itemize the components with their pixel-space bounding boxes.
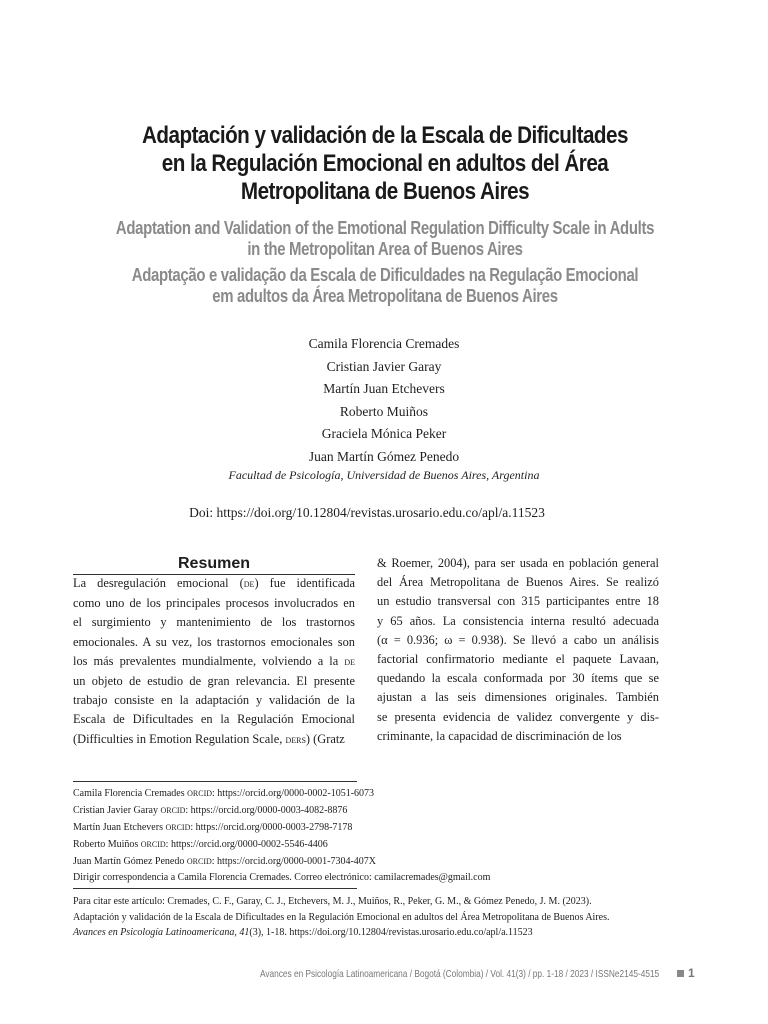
orcid-url[interactable]: : https://orcid.org/0000-0003-4082-8876 xyxy=(185,805,348,816)
citation-block xyxy=(73,894,693,941)
orcid-label: orcid xyxy=(160,804,186,816)
abstract-line: se presenta evidencia de validez convergente y dis- xyxy=(377,709,659,724)
abstract-column-right xyxy=(377,554,659,746)
citation-rule xyxy=(73,888,357,889)
orcid-footnotes xyxy=(73,785,693,886)
abstract-line: (Difficulties in Emotion Regulation Scale, ders) (Gratz xyxy=(73,731,345,746)
orcid-author: Juan Martín Gómez Penedo xyxy=(73,856,185,867)
citation-line xyxy=(73,925,693,941)
author-name: Juan Martín Gómez Penedo xyxy=(308,448,460,464)
orcid-label: orcid xyxy=(186,855,212,867)
abstract-line: un objeto de estudio de gran relevancia. El presente xyxy=(73,674,355,689)
orcid-entry xyxy=(73,802,693,819)
doi-link[interactable]: Doi: https://doi.org/10.12804/revistas.urosario.edu.co/apl/a.11523 xyxy=(189,505,545,520)
article-title-es xyxy=(131,122,638,206)
author-name: Roberto Muiños xyxy=(339,403,429,419)
article-title-en xyxy=(115,218,655,260)
orcid-entry xyxy=(73,819,693,836)
abstract-line: criminante, la capacidad de discriminación de los xyxy=(377,728,622,743)
orcid-url[interactable]: : https://orcid.org/0000-0002-1051-6073 xyxy=(212,788,375,799)
author-name: Martín Juan Etchevers xyxy=(323,381,445,397)
abstract-line: emocionales. A su vez, los trastornos emocionales son xyxy=(73,634,355,649)
correspondence-note: Dirigir correspondencia a Camila Florencia Cremades. Correo electrónico: camilacremades@gmail.com xyxy=(73,872,491,883)
orcid-url[interactable]: : https://orcid.org/0000-0003-2798-7178 xyxy=(190,822,353,833)
abstract-line: & Roemer, 2004), para ser usada en población general xyxy=(377,556,659,570)
title-line: en la Regulación Emocional en adultos del Área xyxy=(161,150,609,177)
article-title-pt xyxy=(115,265,655,307)
footnote-rule xyxy=(73,781,357,782)
abstract-line: del Área Metropolitana de Buenos Aires. Se realizó xyxy=(377,575,659,590)
orcid-author: Camila Florencia Cremades xyxy=(73,788,185,799)
orcid-author: Martín Juan Etchevers xyxy=(73,822,163,833)
abstract-line: un estudio transversal con 315 participantes entre 18 xyxy=(377,594,659,609)
abstract-line: La desregulación emocional (de) fue identificada xyxy=(73,576,355,590)
author-name: Cristian Javier Garay xyxy=(326,358,442,374)
page-number: 1 xyxy=(688,966,695,980)
author-list xyxy=(0,334,768,470)
abstract-line: como uno de los principales procesos involucrados en xyxy=(73,596,355,611)
abstract-line: Escala de Dificultades en la Regulación Emocional xyxy=(73,712,355,727)
orcid-url[interactable]: : https://orcid.org/0000-0002-5546-4406 xyxy=(165,839,328,850)
author-name: Camila Florencia Cremades xyxy=(308,336,460,351)
title-line: in the Metropolitan Area of Buenos Aires xyxy=(247,239,523,259)
abstract-line: los más prevalentes mundialmente, volviendo a la de xyxy=(73,653,355,668)
citation-line: Adaptación y validación de la Escala de Dificultades en la Regulación Emocional en adultos del Área Metropolitana de Buenos Aires. xyxy=(73,911,610,923)
abstract-line: factorial confirmatorio mediante el paquete Lavaan, xyxy=(377,652,659,667)
orcid-url[interactable]: : https://orcid.org/0000-0001-7304-407X xyxy=(211,856,377,867)
abstract-line: y 65 años. La consistencia interna resultó adecuada xyxy=(377,613,659,628)
citation-line: Para citar este artículo: Cremades, C. F., Garay, C. J., Etchevers, M. J., Muiños, R., Peker, G. M., & Gómez Penedo, J. M. (2023). xyxy=(73,896,592,907)
abstract-column-left xyxy=(73,574,355,750)
orcid-label: orcid xyxy=(187,787,213,799)
orcid-author: Roberto Muiños xyxy=(73,839,139,850)
abstract-heading: Resumen xyxy=(177,555,251,572)
page-marker-square xyxy=(677,970,684,977)
title-line: Metropolitana de Buenos Aires xyxy=(240,178,530,205)
orcid-entry xyxy=(73,785,693,802)
abstract-line: (α = 0.936; ω = 0.938). Se llevó a cabo un análisis xyxy=(377,632,659,647)
abstract-line: ajustan a las seis dimensiones originales. También xyxy=(377,690,659,705)
title-line: Adaptación y validación de la Escala de Dificultades xyxy=(142,122,628,149)
title-line: em adultos da Área Metropolitana de Buenos Aires xyxy=(212,286,558,306)
orcid-entry xyxy=(73,853,693,870)
abstract-line: trabajo consiste en la adaptación y validación de la xyxy=(73,693,355,708)
orcid-entry xyxy=(73,836,693,853)
orcid-label: orcid xyxy=(165,821,191,833)
title-line: Adaptação e validação da Escala de Dificuldades na Regulação Emocional xyxy=(131,265,639,285)
citation-journal: Avances en Psicología Latinoamericana, 41 xyxy=(73,927,250,938)
running-footer: Avances en Psicología Latinoamericana / Bogotá (Colombia) / Vol. 41(3) / pp. 1-18 / 2023 / ISSNe2145-4515 xyxy=(260,968,660,980)
orcid-author: Cristian Javier Garay xyxy=(73,805,158,816)
orcid-label: orcid xyxy=(140,838,166,850)
abstract-line: el surgimiento y mantenimiento de los trastornos xyxy=(73,615,355,630)
citation-rest: (3), 1-18. https://doi.org/10.12804/revistas.urosario.edu.co/apl/a.11523 xyxy=(249,927,533,938)
abstract-line: quedando la escala conformada por 30 ítems que se xyxy=(377,671,659,686)
title-line: Adaptation and Validation of the Emotional Regulation Difficulty Scale in Adults xyxy=(115,218,655,238)
affiliation: Facultad de Psicología, Universidad de Buenos Aires, Argentina xyxy=(228,468,540,482)
author-name: Graciela Mónica Peker xyxy=(321,426,447,442)
